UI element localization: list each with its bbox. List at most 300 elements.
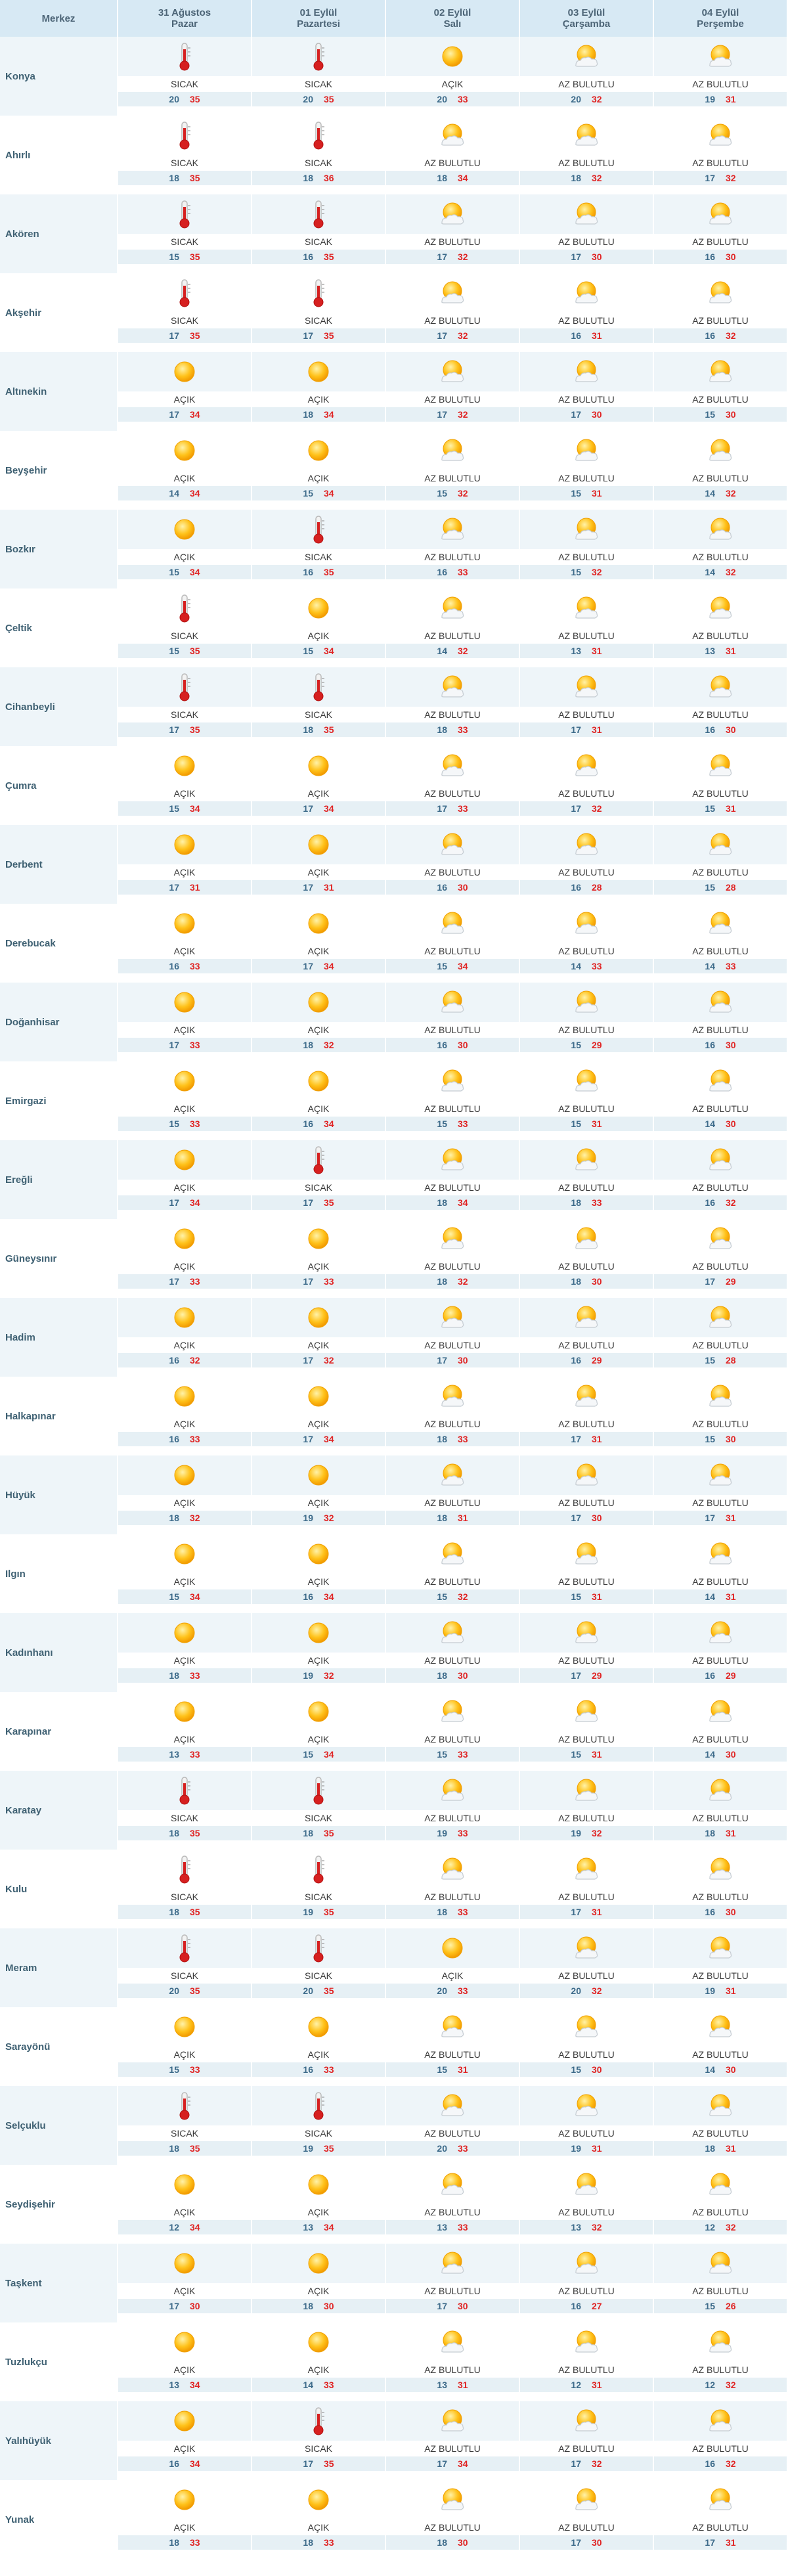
min-temperature: 18 — [169, 1907, 179, 1917]
district-name[interactable]: Cihanbeyli — [0, 667, 118, 746]
table-row — [0, 116, 788, 194]
forecast-cell — [118, 352, 252, 431]
min-temperature: 13 — [571, 2222, 581, 2232]
min-temperature: 19 — [437, 1828, 447, 1838]
max-temperature: 30 — [592, 2064, 602, 2075]
max-temperature: 31 — [592, 488, 602, 499]
min-temperature: 15 — [169, 567, 179, 577]
condition-label: AÇIK — [252, 628, 385, 644]
min-temperature: 15 — [571, 1591, 581, 1602]
min-temperature: 15 — [303, 488, 313, 499]
forecast-cell — [654, 2322, 788, 2401]
table-row — [0, 746, 788, 825]
district-name[interactable]: Karatay — [0, 1771, 118, 1850]
temperature-range — [386, 1038, 519, 1052]
min-temperature: 20 — [437, 1986, 447, 1996]
max-temperature: 31 — [726, 803, 736, 814]
condition-label: AZ BULUTLU — [654, 2520, 787, 2535]
partly-cloudy-icon — [386, 1850, 519, 1889]
min-temperature: 16 — [705, 1670, 715, 1681]
max-temperature: 30 — [458, 1670, 468, 1681]
condition-label: SICAK — [118, 1889, 251, 1905]
temperature-range — [252, 328, 385, 343]
partly-cloudy-icon — [386, 1613, 519, 1653]
condition-label: AZ BULUTLU — [386, 1337, 519, 1353]
condition-label: AZ BULUTLU — [520, 1810, 653, 1826]
table-body — [0, 37, 788, 2559]
min-temperature: 13 — [437, 2380, 447, 2390]
max-temperature: 35 — [324, 1197, 334, 1208]
forecast-cell — [654, 2007, 788, 2086]
temperature-range — [386, 565, 519, 579]
condition-label: AÇIK — [118, 1731, 251, 1747]
sun-icon — [118, 1061, 251, 1101]
condition-label: AÇIK — [252, 470, 385, 486]
temperature-range — [252, 565, 385, 579]
forecast-cell — [520, 1061, 654, 1140]
max-temperature: 32 — [726, 2380, 736, 2390]
min-temperature: 20 — [303, 94, 313, 104]
max-temperature: 31 — [726, 1513, 736, 1523]
district-name[interactable]: Meram — [0, 1928, 118, 2007]
max-temperature: 29 — [592, 1670, 602, 1681]
max-temperature: 32 — [592, 94, 602, 104]
max-temperature: 34 — [190, 803, 200, 814]
forecast-cell — [386, 2244, 520, 2322]
temperature-range — [654, 1353, 787, 1367]
forecast-cell — [520, 1928, 654, 2007]
sun-icon — [118, 1377, 251, 1416]
district-name[interactable]: Kulu — [0, 1850, 118, 1928]
temperature-range — [654, 722, 787, 737]
condition-label: AZ BULUTLU — [386, 1574, 519, 1589]
max-temperature: 34 — [324, 488, 334, 499]
partly-cloudy-icon — [520, 510, 653, 549]
forecast-cell — [654, 37, 788, 116]
partly-cloudy-icon — [386, 1219, 519, 1258]
table-row — [0, 1850, 788, 1928]
day-header — [118, 0, 252, 37]
condition-label: AZ BULUTLU — [654, 707, 787, 722]
min-temperature: 17 — [303, 2458, 313, 2469]
max-temperature: 35 — [324, 1907, 334, 1917]
min-temperature: 16 — [169, 2458, 179, 2469]
forecast-cell — [386, 1534, 520, 1613]
forecast-cell — [252, 2086, 386, 2165]
min-temperature: 19 — [571, 1828, 581, 1838]
temperature-range — [386, 2535, 519, 2550]
forecast-cell — [520, 116, 654, 194]
min-temperature: 16 — [705, 1197, 715, 1208]
district-name[interactable]: Sarayönü — [0, 2007, 118, 2086]
partly-cloudy-icon — [654, 2322, 787, 2362]
district-name[interactable]: Seydişehir — [0, 2165, 118, 2244]
condition-label: AÇIK — [386, 1968, 519, 1984]
max-temperature: 32 — [324, 1670, 334, 1681]
sun-icon — [252, 1219, 385, 1258]
max-temperature: 33 — [190, 2064, 200, 2075]
table-row — [0, 2244, 788, 2322]
condition-label: SICAK — [118, 313, 251, 328]
district-name[interactable]: Selçuklu — [0, 2086, 118, 2165]
max-temperature: 35 — [324, 1828, 334, 1838]
sun-icon — [252, 588, 385, 628]
temperature-range — [118, 328, 251, 343]
max-temperature: 34 — [458, 173, 468, 183]
sun-icon — [386, 37, 519, 76]
max-temperature: 31 — [458, 2064, 468, 2075]
min-temperature: 16 — [169, 1434, 179, 1444]
day-date: 31 Ağustos — [158, 7, 211, 18]
partly-cloudy-icon — [386, 667, 519, 707]
partly-cloudy-icon — [520, 1613, 653, 1653]
min-temperature: 18 — [437, 1907, 447, 1917]
condition-label: SICAK — [118, 628, 251, 644]
max-temperature: 32 — [592, 2222, 602, 2232]
district-name[interactable]: Bozkır — [0, 510, 118, 588]
partly-cloudy-icon — [386, 1061, 519, 1101]
district-name[interactable]: Akşehir — [0, 273, 118, 352]
partly-cloudy-icon — [386, 1534, 519, 1574]
min-temperature: 18 — [169, 2143, 179, 2154]
condition-label: AZ BULUTLU — [386, 549, 519, 565]
partly-cloudy-icon — [520, 194, 653, 234]
sun-icon — [118, 2480, 251, 2520]
district-name[interactable]: Emirgazi — [0, 1061, 118, 1140]
max-temperature: 30 — [726, 1907, 736, 1917]
condition-label: AZ BULUTLU — [386, 1653, 519, 1668]
condition-label: AZ BULUTLU — [654, 470, 787, 486]
district-name[interactable]: Ilgın — [0, 1534, 118, 1613]
district-name[interactable]: Hüyük — [0, 1455, 118, 1534]
partly-cloudy-icon — [520, 2086, 653, 2125]
sun-icon — [118, 1219, 251, 1258]
condition-label: AÇIK — [118, 864, 251, 880]
condition-label: AÇIK — [118, 1495, 251, 1511]
partly-cloudy-icon — [654, 1613, 787, 1653]
max-temperature: 30 — [726, 2064, 736, 2075]
forecast-cell — [520, 1613, 654, 1692]
temperature-range — [520, 92, 653, 106]
forecast-cell — [520, 1140, 654, 1219]
forecast-cell — [386, 1377, 520, 1455]
district-name[interactable]: Taşkent — [0, 2244, 118, 2322]
min-temperature: 15 — [169, 2064, 179, 2075]
temperature-range — [252, 1668, 385, 1683]
min-temperature: 14 — [169, 488, 179, 499]
temperature-range — [118, 92, 251, 106]
condition-label: AZ BULUTLU — [520, 313, 653, 328]
temperature-range — [520, 250, 653, 264]
max-temperature: 31 — [726, 2143, 736, 2154]
condition-label: SICAK — [252, 1889, 385, 1905]
max-temperature: 31 — [592, 1907, 602, 1917]
forecast-cell — [252, 1771, 386, 1850]
forecast-cell — [252, 1928, 386, 2007]
max-temperature: 34 — [190, 2222, 200, 2232]
condition-label: AÇIK — [252, 1101, 385, 1117]
condition-label: AZ BULUTLU — [386, 707, 519, 722]
temperature-range — [520, 722, 653, 737]
max-temperature: 32 — [592, 173, 602, 183]
sun-icon — [252, 2165, 385, 2204]
max-temperature: 28 — [726, 1355, 736, 1366]
condition-label: AZ BULUTLU — [654, 234, 787, 250]
min-temperature: 18 — [303, 2537, 313, 2548]
forecast-cell — [252, 1613, 386, 1692]
max-temperature: 30 — [726, 1040, 736, 1050]
temperature-range — [118, 1668, 251, 1683]
forecast-cell — [252, 2401, 386, 2480]
district-name[interactable]: Ahırlı — [0, 116, 118, 194]
forecast-cell — [252, 2007, 386, 2086]
partly-cloudy-icon — [654, 2165, 787, 2204]
condition-label: SICAK — [252, 155, 385, 171]
min-temperature: 15 — [571, 1119, 581, 1129]
min-temperature: 19 — [705, 94, 715, 104]
sun-icon — [252, 825, 385, 864]
forecast-cell — [520, 1534, 654, 1613]
min-temperature: 17 — [437, 803, 447, 814]
temperature-range — [520, 407, 653, 422]
min-temperature: 17 — [303, 1434, 313, 1444]
temperature-range — [654, 92, 787, 106]
partly-cloudy-icon — [520, 1140, 653, 1180]
condition-label: AÇIK — [386, 76, 519, 92]
temperature-range — [252, 1589, 385, 1604]
temperature-range — [252, 1038, 385, 1052]
table-row — [0, 1298, 788, 1377]
min-temperature: 18 — [437, 1670, 447, 1681]
district-name[interactable]: Kadınhanı — [0, 1613, 118, 1692]
partly-cloudy-icon — [520, 983, 653, 1022]
district-name[interactable]: Altınekin — [0, 352, 118, 431]
district-name[interactable]: Ereğli — [0, 1140, 118, 1219]
min-temperature: 15 — [705, 1355, 715, 1366]
district-name[interactable]: Yunak — [0, 2480, 118, 2559]
min-temperature: 13 — [169, 2380, 179, 2390]
temperature-range — [252, 2141, 385, 2156]
condition-label: AÇIK — [118, 470, 251, 486]
district-name[interactable]: Çeltik — [0, 588, 118, 667]
min-temperature: 14 — [303, 2380, 313, 2390]
forecast-cell — [654, 667, 788, 746]
forecast-cell — [654, 588, 788, 667]
table-row — [0, 1928, 788, 2007]
district-name[interactable]: Hadim — [0, 1298, 118, 1377]
min-temperature: 20 — [571, 94, 581, 104]
district-name[interactable]: Çumra — [0, 746, 118, 825]
district-name[interactable]: Konya — [0, 37, 118, 116]
forecast-cell — [252, 1219, 386, 1298]
sun-icon — [118, 825, 251, 864]
min-temperature: 15 — [705, 803, 715, 814]
condition-label: AZ BULUTLU — [386, 1180, 519, 1195]
forecast-cell — [654, 431, 788, 510]
partly-cloudy-icon — [520, 2401, 653, 2441]
partly-cloudy-icon — [654, 116, 787, 155]
temperature-range — [654, 1274, 787, 1289]
max-temperature: 36 — [324, 173, 334, 183]
condition-label: AZ BULUTLU — [654, 2441, 787, 2456]
district-name[interactable]: Doğanhisar — [0, 983, 118, 1061]
forecast-cell — [118, 273, 252, 352]
condition-label: AZ BULUTLU — [386, 2441, 519, 2456]
table-row — [0, 983, 788, 1061]
thermometer-icon — [252, 1771, 385, 1810]
min-temperature: 18 — [169, 2537, 179, 2548]
max-temperature: 35 — [190, 2143, 200, 2154]
condition-label: AZ BULUTLU — [520, 628, 653, 644]
forecast-cell — [118, 1298, 252, 1377]
temperature-range — [654, 1905, 787, 1919]
condition-label: SICAK — [252, 234, 385, 250]
max-temperature: 31 — [592, 724, 602, 735]
forecast-cell — [118, 1850, 252, 1928]
min-temperature: 18 — [303, 724, 313, 735]
forecast-cell — [118, 2401, 252, 2480]
max-temperature: 32 — [592, 1828, 602, 1838]
max-temperature: 34 — [324, 1119, 334, 1129]
min-temperature: 17 — [303, 330, 313, 341]
district-name[interactable]: Güneysınır — [0, 1219, 118, 1298]
max-temperature: 30 — [726, 252, 736, 262]
min-temperature: 18 — [303, 1040, 313, 1050]
condition-label: AÇIK — [118, 786, 251, 801]
thermometer-icon — [118, 194, 251, 234]
max-temperature: 33 — [190, 1670, 200, 1681]
partly-cloudy-icon — [386, 116, 519, 155]
forecast-cell — [654, 2401, 788, 2480]
sun-icon — [118, 1534, 251, 1574]
forecast-cell — [118, 116, 252, 194]
sun-icon — [252, 2007, 385, 2047]
temperature-range — [118, 1747, 251, 1762]
district-name[interactable]: Derbent — [0, 825, 118, 904]
condition-label: AZ BULUTLU — [520, 2047, 653, 2062]
partly-cloudy-icon — [520, 667, 653, 707]
district-name[interactable]: Karapınar — [0, 1692, 118, 1771]
temperature-range — [386, 1432, 519, 1446]
forecast-cell — [252, 1377, 386, 1455]
max-temperature: 32 — [726, 330, 736, 341]
table-row — [0, 431, 788, 510]
district-name[interactable]: Beyşehir — [0, 431, 118, 510]
partly-cloudy-icon — [386, 2480, 519, 2520]
max-temperature: 32 — [726, 2222, 736, 2232]
min-temperature: 14 — [705, 1591, 715, 1602]
forecast-cell — [520, 983, 654, 1061]
min-temperature: 17 — [571, 2537, 581, 2548]
forecast-cell — [252, 904, 386, 983]
temperature-range — [386, 1826, 519, 1840]
min-temperature: 17 — [169, 1276, 179, 1287]
max-temperature: 33 — [190, 2537, 200, 2548]
district-name[interactable]: Halkapınar — [0, 1377, 118, 1455]
max-temperature: 33 — [324, 2064, 334, 2075]
min-temperature: 17 — [705, 173, 715, 183]
forecast-cell — [118, 1534, 252, 1613]
district-name[interactable]: Yalıhüyük — [0, 2401, 118, 2480]
temperature-range — [520, 1432, 653, 1446]
max-temperature: 30 — [592, 409, 602, 420]
district-name[interactable]: Akören — [0, 194, 118, 273]
min-temperature: 18 — [437, 173, 447, 183]
forecast-cell — [520, 2480, 654, 2559]
forecast-cell — [386, 273, 520, 352]
max-temperature: 32 — [726, 567, 736, 577]
thermometer-icon — [252, 194, 385, 234]
min-temperature: 18 — [705, 1828, 715, 1838]
max-temperature: 31 — [592, 1749, 602, 1760]
min-temperature: 16 — [169, 1355, 179, 1366]
sun-icon — [118, 510, 251, 549]
min-temperature: 15 — [303, 646, 313, 656]
max-temperature: 30 — [458, 1040, 468, 1050]
condition-label: AÇIK — [118, 2520, 251, 2535]
forecast-cell — [654, 2244, 788, 2322]
min-temperature: 20 — [169, 94, 179, 104]
max-temperature: 33 — [458, 1434, 468, 1444]
forecast-cell — [386, 1928, 520, 2007]
condition-label: AÇIK — [252, 2283, 385, 2299]
forecast-cell — [386, 2322, 520, 2401]
condition-label: AZ BULUTLU — [520, 2441, 653, 2456]
min-temperature: 18 — [437, 1276, 447, 1287]
district-name[interactable]: Tuzlukçu — [0, 2322, 118, 2401]
max-temperature: 29 — [726, 1670, 736, 1681]
forecast-cell — [252, 1455, 386, 1534]
partly-cloudy-icon — [386, 2007, 519, 2047]
max-temperature: 33 — [458, 2222, 468, 2232]
min-temperature: 16 — [303, 2064, 313, 2075]
partly-cloudy-icon — [654, 510, 787, 549]
max-temperature: 34 — [324, 646, 334, 656]
min-temperature: 14 — [705, 1119, 715, 1129]
partly-cloudy-icon — [386, 2401, 519, 2441]
forecast-cell — [252, 667, 386, 746]
max-temperature: 35 — [324, 252, 334, 262]
table-row — [0, 2007, 788, 2086]
partly-cloudy-icon — [386, 904, 519, 943]
temperature-range — [118, 722, 251, 737]
condition-label: AZ BULUTLU — [654, 2047, 787, 2062]
forecast-cell — [520, 588, 654, 667]
max-temperature: 30 — [592, 1513, 602, 1523]
temperature-range — [118, 1984, 251, 1998]
min-temperature: 16 — [437, 567, 447, 577]
min-temperature: 15 — [571, 567, 581, 577]
max-temperature: 34 — [190, 2458, 200, 2469]
partly-cloudy-icon — [654, 2244, 787, 2283]
forecast-cell — [118, 37, 252, 116]
day-header — [252, 0, 386, 37]
condition-label: SICAK — [118, 1968, 251, 1984]
sun-icon — [252, 1455, 385, 1495]
district-name[interactable]: Derebucak — [0, 904, 118, 983]
forecast-cell — [520, 1850, 654, 1928]
min-temperature: 15 — [571, 2064, 581, 2075]
partly-cloudy-icon — [386, 352, 519, 391]
forecast-cell — [252, 116, 386, 194]
forecast-cell — [654, 510, 788, 588]
max-temperature: 34 — [324, 1434, 334, 1444]
temperature-range — [520, 1117, 653, 1131]
forecast-cell — [118, 904, 252, 983]
min-temperature: 15 — [169, 1119, 179, 1129]
partly-cloudy-icon — [520, 2165, 653, 2204]
temperature-range — [386, 722, 519, 737]
